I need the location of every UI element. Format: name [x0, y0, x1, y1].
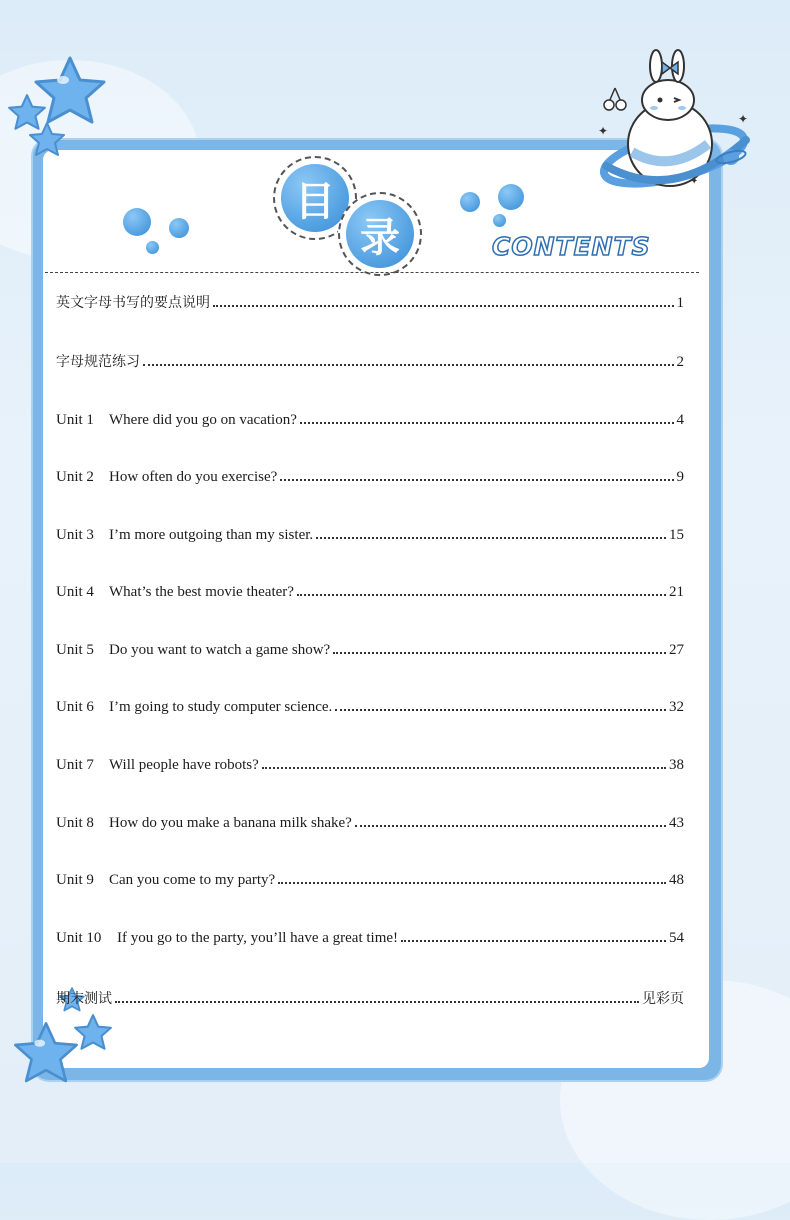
toc-leader-dots	[262, 766, 666, 769]
decor-circle	[460, 192, 480, 212]
decor-circle	[146, 241, 159, 254]
toc-unit-label: Unit 6	[56, 699, 94, 715]
toc-leader-dots	[213, 304, 674, 307]
toc-entry[interactable]	[56, 923, 684, 947]
toc-title: How often do you exercise?	[109, 469, 278, 485]
toc-page-number: 38	[669, 757, 684, 773]
toc-title: 字母规范练习	[56, 354, 140, 370]
toc-title: 英文字母书写的要点说明	[56, 295, 210, 311]
decor-circle	[123, 208, 151, 236]
toc-page-number: 27	[669, 642, 684, 658]
toc-title: 期末测试	[56, 991, 112, 1007]
toc-entry[interactable]	[56, 692, 684, 716]
toc-page-number: 48	[669, 872, 684, 888]
toc-title: I’m more outgoing than my sister.	[109, 527, 314, 543]
toc-entry[interactable]	[56, 808, 684, 832]
toc-title: Can you come to my party?	[109, 872, 276, 888]
toc-title: If you go to the party, you’ll have a great time!	[117, 930, 399, 946]
toc-leader-dots	[297, 593, 666, 596]
toc-title: What’s the best movie theater?	[109, 584, 294, 600]
toc-title: Where did you go on vacation?	[109, 412, 297, 428]
toc-entry[interactable]	[56, 288, 684, 312]
toc-entry[interactable]	[56, 405, 684, 429]
title-char-lu: 录	[346, 200, 414, 268]
toc-page-number: 15	[669, 527, 684, 543]
toc-leader-dots	[333, 651, 666, 654]
toc-entry[interactable]	[56, 520, 684, 544]
toc-title: I’m going to study computer science.	[109, 699, 333, 715]
toc-page-number: 32	[669, 699, 684, 715]
toc-leader-dots	[280, 478, 673, 481]
toc-leader-dots	[300, 421, 674, 424]
toc-entry[interactable]	[56, 347, 684, 371]
toc-unit-label: Unit 8	[56, 815, 94, 831]
toc-page-number: 1	[676, 295, 684, 311]
toc-leader-dots	[401, 939, 666, 942]
sparkle-icon: ✦	[690, 176, 699, 187]
toc-leader-dots	[316, 536, 666, 539]
decor-circle	[169, 218, 189, 238]
toc-leader-dots	[335, 708, 666, 711]
sparkle-icon: ✦	[738, 112, 749, 126]
planet-icon	[714, 144, 748, 170]
toc-unit-label: Unit 1	[56, 412, 94, 428]
toc-page-number: 4	[676, 412, 684, 428]
toc-unit-label: Unit 2	[56, 469, 94, 485]
toc-unit-label: Unit 5	[56, 642, 94, 658]
toc-page-number: 见彩页	[642, 991, 684, 1007]
title-char-mu: 目	[281, 164, 349, 232]
toc-leader-dots	[115, 1000, 639, 1003]
toc-entry[interactable]	[56, 865, 684, 889]
toc-page-number: 43	[669, 815, 684, 831]
star-icon	[72, 1012, 114, 1054]
toc-entry[interactable]	[56, 462, 684, 486]
header-divider	[45, 272, 699, 273]
contents-label: CONTENTS	[492, 232, 651, 261]
toc-entry[interactable]	[56, 577, 684, 601]
toc-title: Do you want to watch a game show?	[109, 642, 331, 658]
toc-entry[interactable]	[56, 984, 684, 1008]
toc-unit-label: Unit 7	[56, 757, 94, 773]
toc-title: Will people have robots?	[109, 757, 259, 773]
toc-unit-label: Unit 9	[56, 872, 94, 888]
cherry-icon	[600, 84, 630, 114]
decor-circle	[498, 184, 524, 210]
toc-leader-dots	[278, 881, 666, 884]
toc-entry[interactable]	[56, 750, 684, 774]
star-icon	[27, 120, 67, 160]
toc-page-number: 54	[669, 930, 684, 946]
toc-page-number: 21	[669, 584, 684, 600]
sparkle-icon: ✦	[598, 124, 609, 138]
toc-unit-label: Unit 4	[56, 584, 94, 600]
toc-unit-label: Unit 3	[56, 527, 94, 543]
toc-page-number: 2	[676, 354, 684, 370]
toc-unit-label: Unit 10	[56, 930, 102, 946]
toc-page-number: 9	[676, 469, 684, 485]
bunny-icon	[596, 44, 756, 194]
toc-leader-dots	[143, 363, 674, 366]
toc-title: How do you make a banana milk shake?	[109, 815, 352, 831]
decor-circle	[493, 214, 506, 227]
toc-entry[interactable]	[56, 635, 684, 659]
toc-leader-dots	[355, 824, 666, 827]
